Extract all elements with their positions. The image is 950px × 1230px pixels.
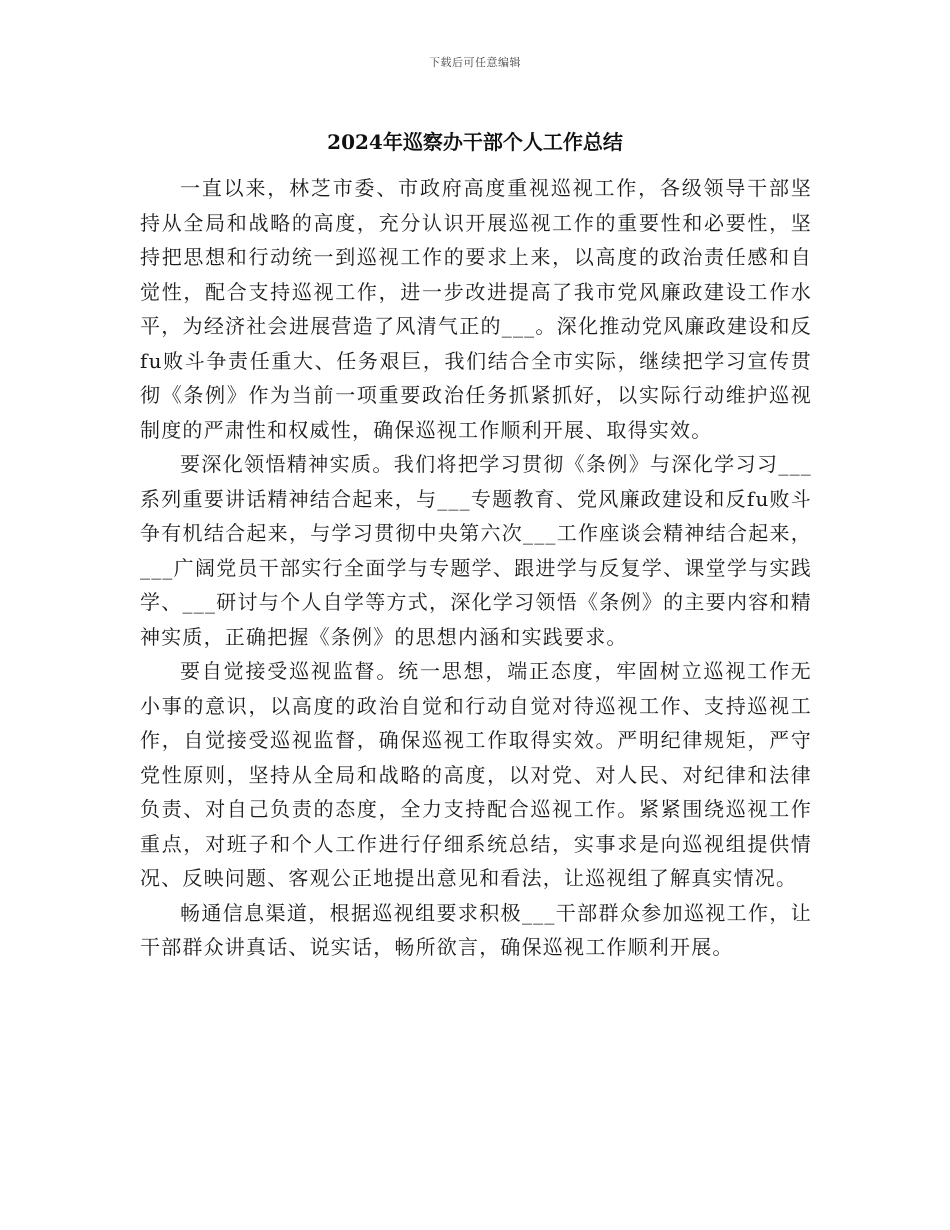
document-title: 2024年巡察办干部个人工作总结 (327, 130, 623, 154)
document-body (140, 171, 812, 965)
paragraph-study-spirit: 要深化领悟精神实质。我们将把学习贯彻《条例》与深化学习习___系列重要讲话精神结合起来，与___专题教育、党风廉政建设和反fu败斗争有机结合起来，与学习贯彻中央第六次___工作座谈会精神结合起来，___广阔党员干部实行全面学与专题学、跟进学与反复学、课堂学与实践学、___研讨与个人自学等方式，深化学习领悟《条例》的主要内容和精神实质，正确把握《条例》的思想内涵和实践要求。 (140, 452, 812, 649)
download-note: 下载后可任意编辑 (429, 56, 521, 69)
paragraph-intro: 一直以来，林芝市委、市政府高度重视巡视工作，各级领导干部坚持从全局和战略的高度，充分认识开展巡视工作的重要性和必要性，坚持把思想和行动统一到巡视工作的要求上来，以高度的政治责任感和自觉性，配合支持巡视工作，进一步改进提高了我市党风廉政建设工作水平，为经济社会进展营造了风清气正的___。深化推动党风廉政建设和反fu败斗争责任重大、任务艰巨，我们结合全市实际，继续把学习宣传贯彻《条例》作为当前一项重要政治任务抓紧抓好，以实际行动维护巡视制度的严肃性和权威性，确保巡视工作顺利开展、取得实效。 (140, 176, 812, 442)
paragraph-accept-supervision: 要自觉接受巡视监督。统一思想，端正态度，牢固树立巡视工作无小事的意识，以高度的政治自觉和行动自觉对待巡视工作、支持巡视工作，自觉接受巡视监督，确保巡视工作取得实效。严明纪律规矩，严守党性原则，坚持从全局和战略的高度，以对党、对人民、对纪律和法律负责、对自己负责的态度，全力支持配合巡视工作。紧紧围绕巡视工作重点，对班子和个人工作进行仔细系统总结，实事求是向巡视组提供情况、反映问题、客观公正地提出意见和看法，让巡视组了解真实情况。 (140, 659, 812, 890)
paragraph-information-channels: 畅通信息渠道，根据巡视组要求积极___干部群众参加巡视工作，让干部群众讲真话、说实话，畅所欲言，确保巡视工作顺利开展。 (140, 900, 812, 959)
